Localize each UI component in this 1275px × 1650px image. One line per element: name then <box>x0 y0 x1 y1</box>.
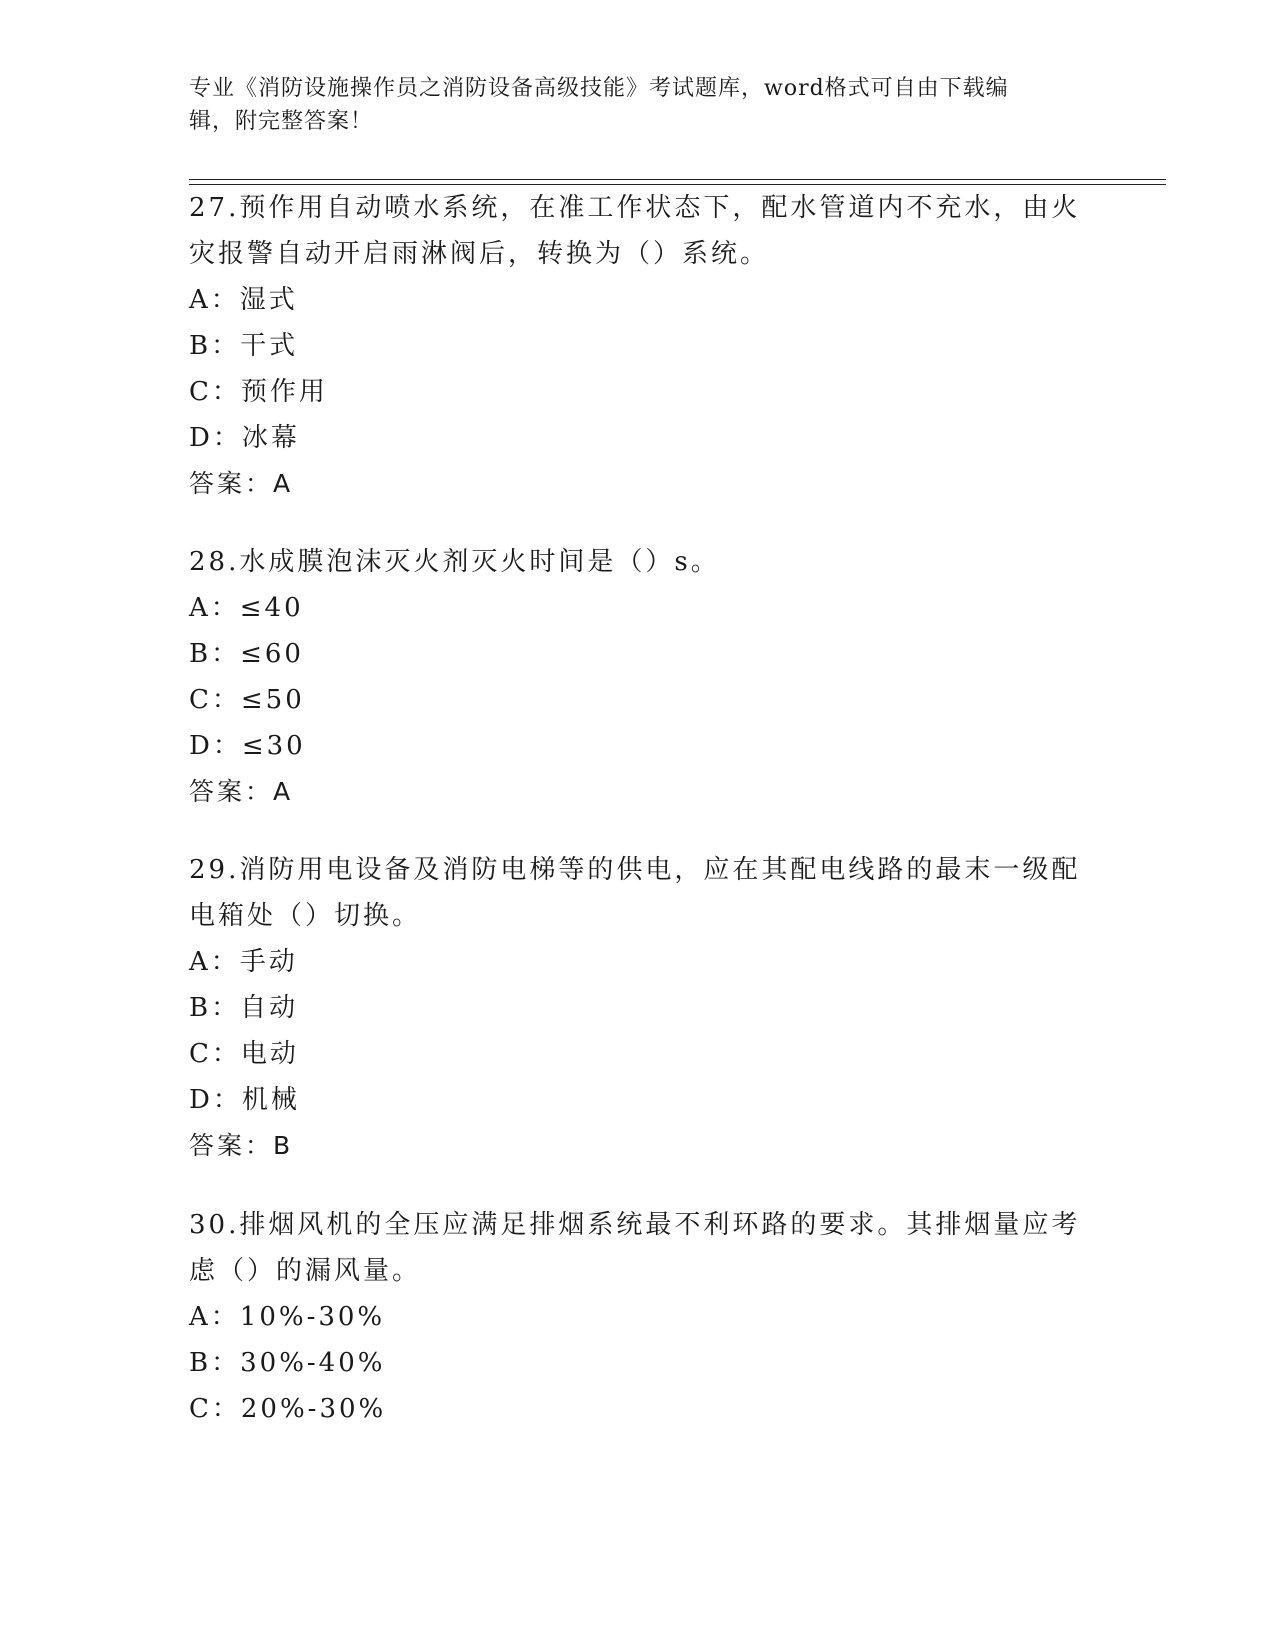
option-c: C：≤50 <box>189 685 305 715</box>
question-stem-line-1: 30.排烟风机的全压应满足排烟系统最不利环路的要求。其排烟量应考 <box>189 1210 1081 1240</box>
answer: 答案：A <box>189 777 294 806</box>
question-28 <box>189 539 1089 815</box>
option-a: A：10%-30% <box>189 1302 386 1332</box>
option-a: A：湿式 <box>189 285 298 315</box>
option-c: C：电动 <box>189 1039 299 1069</box>
header-line-2: 辑，附完整答案！ <box>189 109 374 134</box>
question-stem-line-2: 灾报警自动开启雨淋阀后，转换为（）系统。 <box>189 239 770 269</box>
option-b: B：干式 <box>189 331 299 361</box>
question-stem-line-1: 28.水成膜泡沫灭火剂灭火时间是（）s。 <box>189 547 720 577</box>
header-line-1: 专业《消防设施操作员之消防设备高级技能》考试题库，word格式可自由下载编 <box>189 76 1009 101</box>
option-c: C：20%-30% <box>189 1394 387 1424</box>
document-header <box>189 72 1069 138</box>
option-a: A：≤40 <box>189 593 304 623</box>
option-b: B：自动 <box>189 993 299 1023</box>
answer: 答案：B <box>189 1131 294 1160</box>
option-a: A：手动 <box>189 947 298 977</box>
option-d: D：≤30 <box>189 731 306 761</box>
option-b: B：30%-40% <box>189 1348 386 1378</box>
option-b: B：≤60 <box>189 639 304 669</box>
option-d: D：机械 <box>189 1085 300 1115</box>
question-stem-line-2: 电箱处（）切换。 <box>189 901 422 931</box>
question-30 <box>189 1202 1089 1432</box>
option-c: C：预作用 <box>189 377 328 407</box>
question-27 <box>189 185 1089 507</box>
question-stem-line-1: 27.预作用自动喷水系统，在准工作状态下，配水管道内不充水，由火 <box>189 193 1081 223</box>
question-stem-line-1: 29.消防用电设备及消防电梯等的供电，应在其配电线路的最末一级配 <box>189 855 1081 885</box>
option-d: D：冰幕 <box>189 423 300 453</box>
header-divider-top <box>189 179 1166 180</box>
question-stem-line-2: 虑（）的漏风量。 <box>189 1256 422 1286</box>
answer: 答案：A <box>189 469 294 498</box>
question-29 <box>189 847 1089 1169</box>
